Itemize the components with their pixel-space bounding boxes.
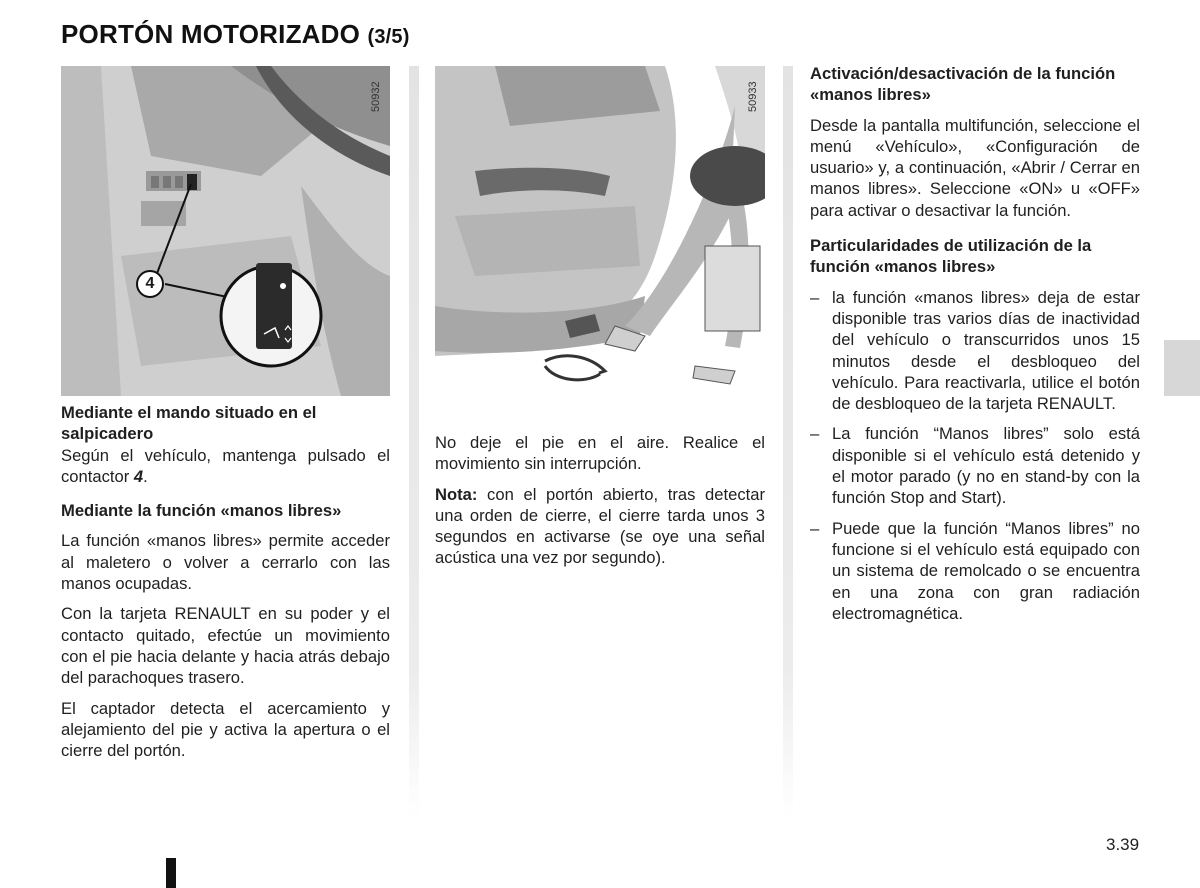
bullet-text: La función “Manos libres” solo está disponible si el vehículo está detenido y el motor parado (y no en stand-by con la función Stop and Start). [832,424,1140,508]
paragraph-hands-free-intro: La función «manos libres» permite acceder al maletero o volver a cerrarlo con las manos ocupadas. [61,531,390,594]
hands-free-tailgate-illustration [435,66,765,386]
crop-mark [166,858,176,888]
heading-activation: Activación/desactivación de la función «manos libres» [810,64,1116,105]
left-column-text [61,402,390,770]
bullet-item [810,423,1140,508]
heading-particularities: Particularidades de utilización de la función «manos libres» [810,236,1092,277]
paragraph-activation: Desde la pantalla multifunción, seleccione el menú «Vehículo», «Configuración de usuario» y, a continuación, «Abrir / Cerrar en manos libres». Seleccione «ON» u «OFF» para activar o desactivar la función. [810,115,1140,220]
section-tab [1164,340,1200,396]
bullet-dash: – [810,518,820,538]
note-paragraph [435,484,765,569]
bullet-text: la función «manos libres» deja de estar disponible tras varios días de inactividad del vehículo o transcurridos unos 15 minutos desde el desbloqueo del vehículo. Para reactivarla, utilice el botón de desbloqueo de la tarjeta RENAULT. [832,287,1140,414]
bullet-dash: – [810,287,820,307]
figure-number-text: 50933 [747,81,759,112]
dashboard-switch-illustration [61,66,390,396]
bullet-dash: – [810,424,820,444]
paragraph-sensor: El captador detecta el acercamiento y alejamiento del pie y activa la apertura o el cierre del portón. [61,698,390,761]
note-text: con el portón abierto, tras detectar una orden de cierre, el cierre tarda unos 3 segundos en activarse (se oye una señal acústica una vez por segundo). [435,484,765,568]
page-title-text: PORTÓN MOTORIZADO [61,19,361,49]
callout-4-badge [136,270,164,298]
page-title-suffix: (3/5) [367,26,410,48]
heading-hands-free: Mediante la función «manos libres» [61,501,342,521]
paragraph-dashboard-control [61,445,390,488]
paragraph-text: Según el vehículo, mantenga pulsado el contactor [61,445,390,486]
contactor-reference: 4 [133,466,144,486]
bullet-text: Puede que la función “Manos libres” no funcione si el vehículo está equipado con un sistema de remolcado o se encuentra en una zona con gran radiación electromagnética. [832,518,1140,623]
paragraph-foot-warning: No deje el pie en el aire. Realice el movimiento sin interrupción. [435,433,765,474]
column-separator-2 [783,66,793,818]
page-title [61,19,410,50]
figure-number [370,81,382,112]
callout-4-label: 4 [145,275,155,292]
bullet-item [810,518,1140,624]
figure-number-text: 50932 [370,81,382,112]
note-label: Nota: [435,484,478,504]
dashboard-drawing [61,66,390,396]
figure-number [747,81,759,112]
middle-column-text [435,432,765,578]
heading-dashboard-control: Mediante el mando situado en el salpicadero [61,403,317,444]
car-drawing [435,66,765,386]
page-number: 3.39 [1106,835,1140,854]
right-column-text [810,63,1140,633]
bullet-item [810,287,1140,415]
paragraph-hands-free-usage: Con la tarjeta RENAULT en su poder y el contacto quitado, efectúe un movimiento con el pie hacia delante y hacia atrás debajo del parachoques trasero. [61,604,390,688]
paragraph-end: . [143,466,148,486]
column-separator-1 [409,66,419,818]
